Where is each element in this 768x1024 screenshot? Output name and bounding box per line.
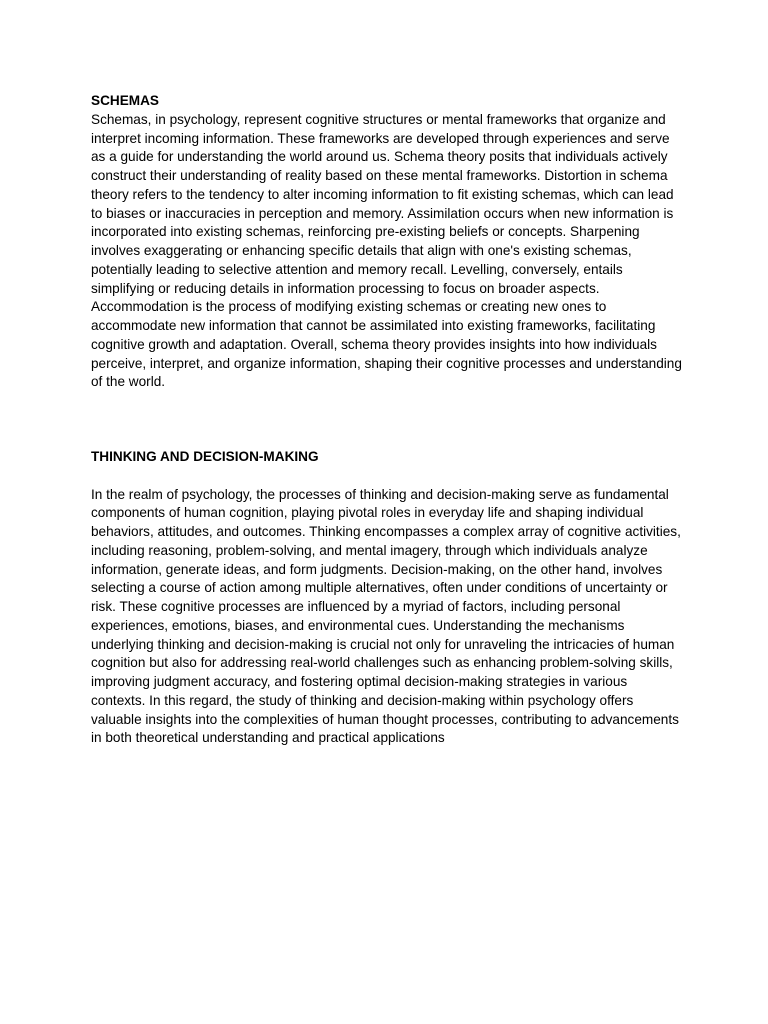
section-thinking-decision-making <box>91 448 683 748</box>
section-schemas <box>91 92 683 392</box>
section-paragraph: Schemas, in psychology, represent cognitive structures or mental frameworks that organize and interpret incoming information. These frameworks are developed through experiences and serve as a guide for understanding the world around us. Schema theory posits that individuals actively construct their understanding of reality based on these mental frameworks. Distortion in schema theory refers to the tendency to alter incoming information to fit existing schemas, which can lead to biases or inaccuracies in perception and memory. Assimilation occurs when new information is incorporated into existing schemas, reinforcing pre-existing beliefs or concepts. Sharpening involves exaggerating or enhancing specific details that align with one's existing schemas, potentially leading to selective attention and memory recall. Levelling, conversely, entails simplifying or reducing details in information processing to focus on broader aspects. Accommodation is the process of modifying existing schemas or creating new ones to accommodate new information that cannot be assimilated into existing frameworks, facilitating cognitive growth and adaptation. Overall, schema theory provides insights into how individuals perceive, interpret, and organize information, shaping their cognitive processes and understanding of the world. <box>91 111 682 390</box>
document-content <box>91 92 683 748</box>
section-heading: SCHEMAS <box>91 93 159 108</box>
section-heading: THINKING AND DECISION-MAKING <box>91 449 319 464</box>
section-paragraph: In the realm of psychology, the processes of thinking and decision-making serve as fundamental components of human cognition, playing pivotal roles in everyday life and shaping individual behaviors, attitudes, and outcomes. Thinking encompasses a complex array of cognitive activities, including reasoning, problem-solving, and mental imagery, through which individuals analyze information, generate ideas, and form judgments. Decision-making, on the other hand, involves selecting a course of action among multiple alternatives, often under conditions of uncertainty or risk. These cognitive processes are influenced by a myriad of factors, including personal experiences, emotions, biases, and environmental cues. Understanding the mechanisms underlying thinking and decision-making is crucial not only for unraveling the intricacies of human cognition but also for addressing real-world challenges such as enhancing problem-solving skills, improving judgment accuracy, and fostering optimal decision-making strategies in various contexts. In this regard, the study of thinking and decision-making within psychology offers valuable insights into the complexities of human thought processes, contributing to advancements in both theoretical understanding and practical applications <box>91 486 681 746</box>
